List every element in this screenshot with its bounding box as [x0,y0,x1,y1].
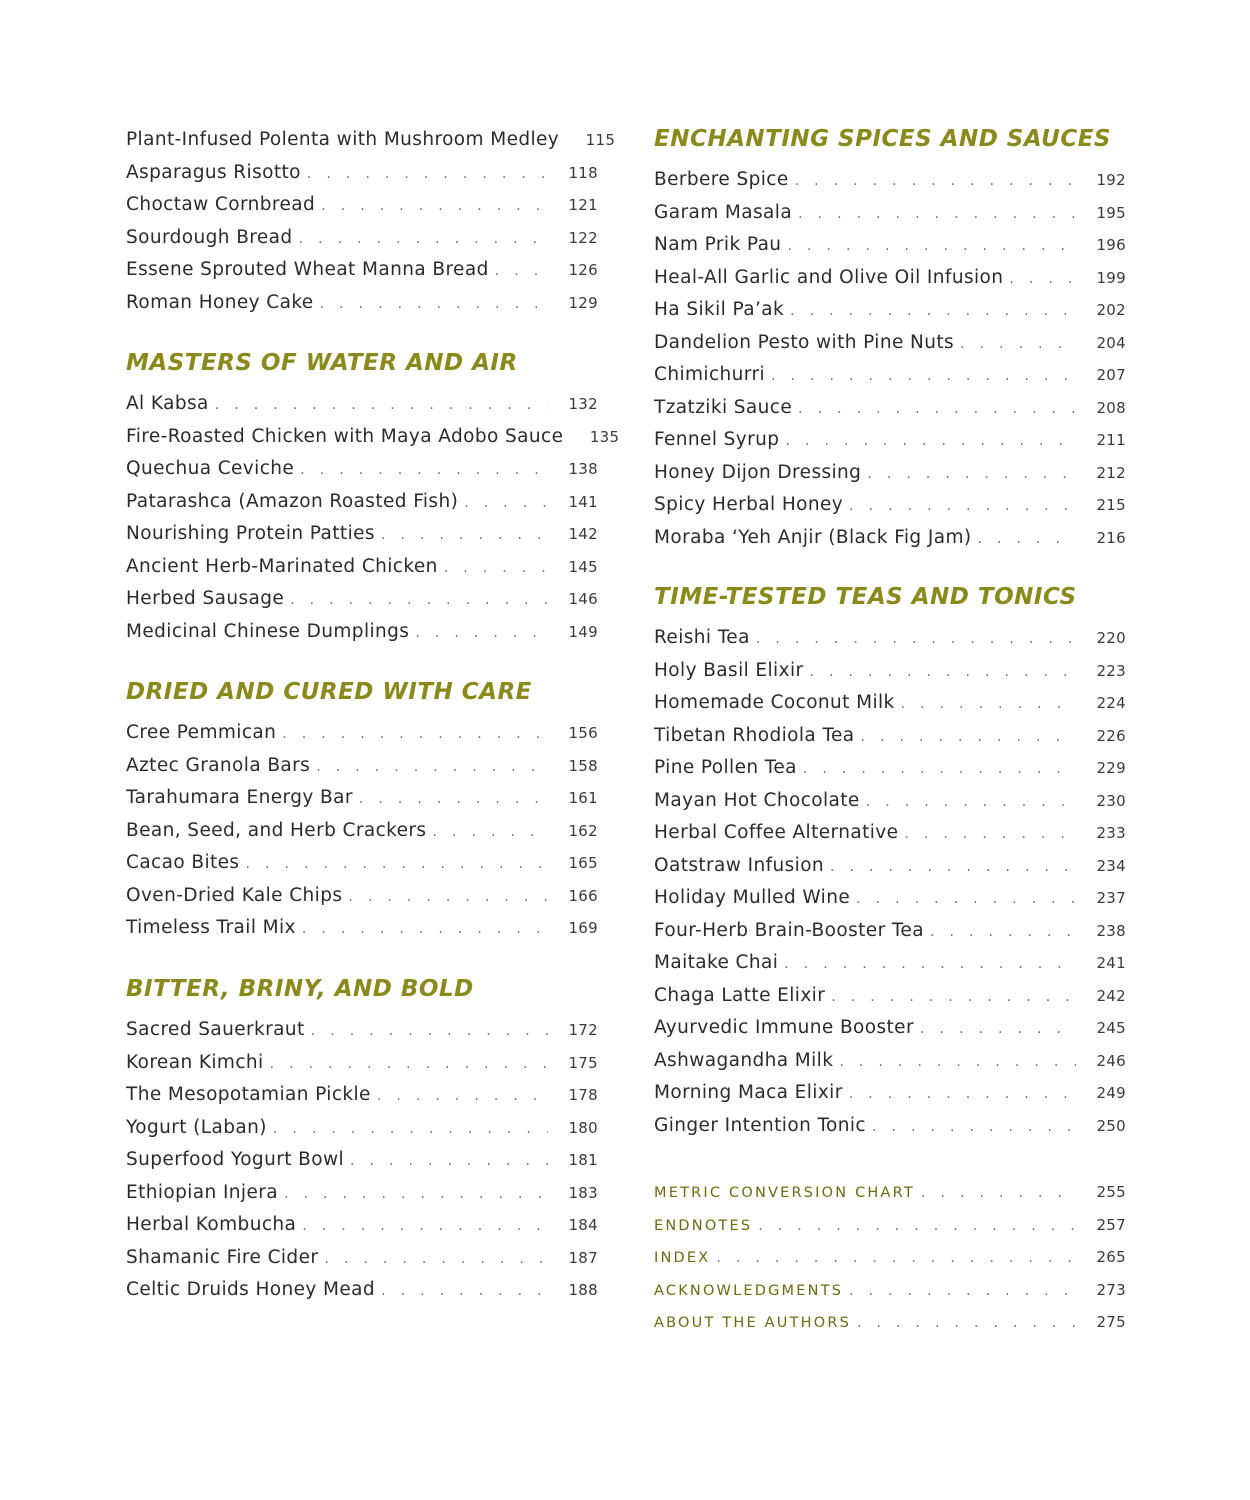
toc-entry[interactable] [654,294,1126,327]
toc-entry[interactable] [654,164,1126,197]
section-heading: TIME-TESTED TEAS AND TONICS [654,584,1077,610]
dot-leader [867,458,1076,491]
entry-title: Spicy Herbal Honey [654,494,844,515]
entry-title: Oven-Dried Kale Chips [126,884,343,906]
page-number: 257 [1096,1215,1126,1234]
page-number: 169 [568,919,598,937]
dot-leader [716,1242,1076,1275]
page-number: 265 [1096,1248,1126,1266]
entry-title: Chaga Latte Elixir [654,984,826,1006]
toc-entry[interactable] [126,1047,598,1080]
page-number: 223 [1096,661,1126,680]
toc-entry[interactable] [126,616,598,649]
toc-entry[interactable] [654,687,1126,720]
toc-entry[interactable] [654,915,1126,948]
dot-leader [866,786,1076,819]
page-number: 181 [568,1151,598,1169]
dot-leader [856,883,1076,916]
toc-entry[interactable] [126,453,598,486]
toc-entry[interactable] [654,655,1126,688]
dot-leader [273,1113,548,1146]
dot-leader [771,360,1076,393]
dot-leader [377,1080,548,1113]
dot-leader [803,753,1076,786]
entry-title: Timeless Trail Mix [126,917,296,938]
page-number: 226 [1096,726,1126,745]
entry-list [654,164,1126,554]
entry-title: Four-Herb Brain-Booster Tea [654,919,924,941]
toc-entry[interactable] [126,421,620,454]
dot-leader [756,623,1076,656]
entry-title: ENDNOTES [654,1217,753,1234]
entry-list [654,622,1126,1142]
section-dried-and-cured [126,677,598,945]
toc-entry[interactable] [654,882,1126,915]
entry-title: Dandelion Pesto with Pine Nuts [654,331,955,353]
page-number: 216 [1096,528,1126,547]
page-number: 234 [1096,856,1126,875]
entry-title: Bean, Seed, and Herb Crackers [126,819,427,841]
dot-leader [758,1210,1076,1243]
page-number: 132 [568,395,598,413]
entry-title: Tarahumara Energy Bar [126,787,353,808]
entry-title: Asparagus Risotto [126,161,301,183]
toc-entry[interactable] [126,847,598,880]
page-number: 242 [1096,986,1126,1005]
entry-title: Heal-All Garlic and Olive Oil Infusion [654,266,1004,288]
toc-entry[interactable] [654,1045,1126,1078]
dot-leader [444,552,548,585]
entry-title: Yogurt (Laban) [126,1116,267,1138]
page-number: 178 [568,1086,598,1104]
toc-entry[interactable] [654,327,1126,360]
toc-entry[interactable] [654,622,1126,655]
dot-leader [839,1046,1076,1079]
toc-entry[interactable] [654,752,1126,785]
toc-entry[interactable] [126,124,616,157]
dot-leader [381,519,548,552]
toc-entry[interactable] [126,486,598,519]
dot-leader [904,818,1076,851]
page-number: 166 [568,886,598,905]
page-number: 141 [568,492,598,511]
entry-title: Nam Prik Pau [654,234,782,255]
entry-title: Cree Pemmican [126,722,277,743]
page-number: 230 [1096,791,1126,810]
dot-leader [300,454,548,487]
page-number: 196 [1096,236,1126,254]
section-bitter-briny-bold [126,974,598,1307]
entry-title: Tzatziki Sauce [654,396,793,418]
dot-leader [1009,263,1076,296]
entry-list [126,717,598,945]
entry-title: Oatstraw Infusion [654,854,825,876]
toc-entry[interactable] [126,912,598,945]
toc-entry[interactable] [654,1077,1126,1110]
dot-leader [857,1307,1076,1340]
toc-entry[interactable] [126,583,598,616]
dot-leader [324,1243,548,1276]
entry-title: Pine Pollen Tea [654,757,797,778]
dot-leader [798,198,1076,231]
toc-entry[interactable] [654,392,1126,425]
page-number: 180 [568,1118,598,1137]
page-number: 118 [568,163,598,182]
toc-entry[interactable] [126,388,598,421]
toc-entry[interactable] [126,1242,598,1275]
page-number: 192 [1096,171,1126,189]
toc-entry[interactable] [126,717,598,750]
toc-entry[interactable] [654,1209,1126,1242]
page-number: 195 [1096,203,1126,222]
section-time-tested-teas [654,582,1126,1142]
dot-leader [464,487,548,520]
entry-title: Chimichurri [654,364,765,385]
dot-leader [795,165,1076,198]
dot-leader [930,916,1076,949]
page-number: 238 [1096,921,1126,940]
toc-entry[interactable] [654,980,1126,1013]
page-number: 158 [568,756,598,775]
entry-title: Korean Kimchi [126,1051,264,1073]
entry-title: Nourishing Protein Patties [126,523,375,544]
section-heading: DRIED AND CURED WITH CARE [126,679,532,705]
entry-title: Maitake Chai [654,952,779,973]
section-back-matter [654,1176,1126,1339]
page-number: 212 [1096,463,1126,482]
page-number: 237 [1096,889,1126,907]
entry-title: Quechua Ceviche [126,458,295,479]
dot-leader [977,523,1076,556]
entry-title: Roman Honey Cake [126,291,314,313]
dot-leader [245,848,548,881]
entry-title: Fennel Syrup [654,429,780,450]
entry-title: Mayan Hot Chocolate [654,789,860,811]
page-number: 138 [568,460,598,478]
page-number: 246 [1096,1051,1126,1070]
page-number: 250 [1096,1116,1126,1135]
page-number: 211 [1096,431,1126,449]
page-number: 161 [568,789,598,807]
page-number: 183 [568,1183,598,1202]
toc-entry[interactable] [654,817,1126,850]
page-number: 204 [1096,333,1126,352]
page-number: 275 [1096,1313,1126,1331]
entry-title: Herbal Kombucha [126,1214,297,1235]
page-number: 135 [589,427,620,446]
entry-title: Herbed Sausage [126,588,285,609]
page-number: 220 [1096,629,1126,647]
dot-leader [810,656,1077,689]
section-enchanting-spices [654,124,1126,554]
page-number: 208 [1096,398,1126,417]
section-heading: MASTERS OF WATER AND AIR [126,350,518,376]
toc-entry[interactable] [654,785,1126,818]
page-number: 165 [568,854,598,872]
entry-title: Reishi Tea [654,627,750,648]
dot-leader [321,190,548,223]
page-number: 175 [568,1053,598,1072]
page-number: 156 [568,724,598,742]
page-number: 199 [1096,268,1126,287]
page-number: 224 [1096,694,1126,712]
entry-title: Superfood Yogurt Bowl [126,1149,345,1170]
dot-leader [830,851,1076,884]
toc-entry[interactable] [126,157,598,190]
entry-title: Ethiopian Injera [126,1181,278,1203]
toc-entry[interactable] [126,1079,598,1112]
entry-title: Homemade Coconut Milk [654,692,895,713]
toc-entry[interactable] [126,815,598,848]
dot-leader [790,295,1076,328]
dot-leader [920,1013,1076,1046]
dot-leader [495,255,548,288]
toc-entry[interactable] [654,947,1126,980]
dot-leader [432,816,548,849]
entry-list [126,388,620,648]
toc-entry[interactable] [126,1014,598,1047]
page-number: 207 [1096,366,1126,384]
page-number: 188 [568,1281,598,1299]
toc-entry[interactable] [654,1274,1126,1307]
toc-entry[interactable] [654,1306,1126,1339]
section-masters-of-water-and-air [126,348,620,648]
toc-entry[interactable] [654,359,1126,392]
toc-entry[interactable] [126,1177,598,1210]
entry-title: METRIC CONVERSION CHART [654,1185,915,1201]
dot-leader [348,881,548,914]
entry-title: INDEX [654,1250,711,1266]
toc-entry[interactable] [126,254,598,287]
toc-entry[interactable] [654,850,1126,883]
entry-title: Ha Sikil Pa’ak [654,299,785,320]
dot-leader [359,783,548,816]
toc-entry[interactable] [654,457,1126,490]
page-number: 142 [568,525,598,543]
toc-entry[interactable] [126,222,598,255]
toc-entry[interactable] [654,522,1126,555]
page-number: 215 [1096,496,1126,514]
entry-title: Holiday Mulled Wine [654,887,851,908]
page-number: 184 [568,1216,598,1234]
entry-title: Cacao Bites [126,852,240,873]
entry-title: Tibetan Rhodiola Tea [654,724,855,746]
entry-title: Medicinal Chinese Dumplings [126,620,410,642]
entry-title: Berbere Spice [654,169,789,190]
dot-leader [282,718,548,751]
toc-entry[interactable] [126,518,598,551]
dot-leader [831,981,1076,1014]
toc-entry[interactable] [654,489,1126,522]
page-number: 129 [568,293,598,312]
dot-leader [872,1111,1076,1144]
toc-entry[interactable] [126,1209,598,1242]
dot-leader [215,389,548,422]
section-heading: ENCHANTING SPICES AND SAUCES [654,126,1111,152]
toc-entry[interactable] [654,197,1126,230]
toc-entry[interactable] [126,750,598,783]
toc-entry[interactable] [126,189,598,222]
dot-leader [849,1078,1076,1111]
toc-entry[interactable] [126,1144,598,1177]
page-number: 162 [568,821,598,840]
toc-entry[interactable] [126,287,598,320]
dot-leader [381,1275,548,1308]
toc-entry[interactable] [654,720,1126,753]
dot-leader [299,223,548,256]
entry-title: ABOUT THE AUTHORS [654,1315,852,1331]
dot-leader [307,158,548,191]
entry-title: Al Kabsa [126,393,209,414]
entry-title: Ayurvedic Immune Booster [654,1017,914,1038]
dot-leader [849,490,1076,523]
page-number: 145 [568,557,598,576]
dot-leader [960,328,1076,361]
entry-title: Herbal Coffee Alternative [654,822,899,843]
page-number: 126 [568,261,598,279]
dot-leader [350,1145,548,1178]
toc-entry[interactable] [654,1241,1126,1274]
dot-leader [849,1275,1076,1308]
entry-title: Holy Basil Elixir [654,659,804,681]
toc-entry[interactable] [126,782,598,815]
entry-title: Patarashca (Amazon Roasted Fish) [126,490,459,512]
dot-leader [785,425,1076,458]
entry-title: Honey Dijon Dressing [654,461,862,483]
entry-title: Ashwagandha Milk [654,1049,834,1071]
dot-leader [861,721,1076,754]
page-number: 149 [568,622,598,641]
toc-entry[interactable] [654,424,1126,457]
page-number: 115 [585,131,616,149]
page-number: 229 [1096,759,1126,777]
toc-entry[interactable] [654,1012,1126,1045]
dot-leader [316,751,548,784]
entry-title: Garam Masala [654,201,793,223]
entry-list [126,1014,598,1307]
entry-title: Celtic Druids Honey Mead [126,1279,376,1300]
page-number: 146 [568,590,598,608]
toc-entry[interactable] [126,880,598,913]
entry-title: Essene Sprouted Wheat Manna Bread [126,259,489,280]
page-number: 249 [1096,1084,1126,1102]
page-number: 172 [568,1021,598,1039]
page-number: 273 [1096,1280,1126,1299]
entry-title: Sacred Sauerkraut [126,1019,305,1040]
entry-title: Morning Maca Elixir [654,1082,843,1103]
dot-leader [302,913,548,946]
dot-leader [320,288,548,321]
dot-leader [798,393,1076,426]
entry-title: Aztec Granola Bars [126,754,311,776]
section-heading: BITTER, BRINY, AND BOLD [126,976,474,1002]
dot-leader [270,1048,548,1081]
toc-entry[interactable] [126,551,598,584]
toc-entry[interactable] [654,229,1126,262]
dot-leader [901,688,1076,721]
toc-entry[interactable] [654,1110,1126,1143]
entry-title: Choctaw Cornbread [126,194,316,215]
entry-title: Shamanic Fire Cider [126,1246,319,1268]
dot-leader [284,1178,548,1211]
dot-leader [921,1177,1076,1210]
toc-entry[interactable] [126,1112,598,1145]
dot-leader [311,1015,548,1048]
dot-leader [787,230,1076,263]
entry-title: Sourdough Bread [126,226,293,248]
dot-leader [290,584,548,617]
entry-title: ACKNOWLEDGMENTS [654,1282,844,1299]
entry-title: Moraba ‘Yeh Anjir (Black Fig Jam) [654,526,972,548]
dot-leader [415,617,548,650]
toc-entry[interactable] [654,1176,1126,1209]
page-number: 122 [568,228,598,247]
toc-entry[interactable] [654,262,1126,295]
page-number: 187 [568,1248,598,1267]
entry-title: Ginger Intention Tonic [654,1114,866,1136]
page-number: 121 [568,196,598,214]
page-number: 255 [1096,1183,1126,1201]
page-number: 233 [1096,824,1126,842]
page-number: 202 [1096,301,1126,319]
entry-title: Fire-Roasted Chicken with Maya Adobo Sauce [126,425,564,447]
dot-leader [784,948,1076,981]
section-intro [126,124,616,319]
page-number: 241 [1096,954,1126,972]
page-number: 245 [1096,1019,1126,1037]
entry-title: Plant-Infused Polenta with Mushroom Medley [126,129,560,150]
dot-leader [302,1210,548,1243]
entry-title: Ancient Herb-Marinated Chicken [126,555,438,577]
toc-entry[interactable] [126,1274,598,1307]
entry-title: The Mesopotamian Pickle [126,1084,371,1105]
